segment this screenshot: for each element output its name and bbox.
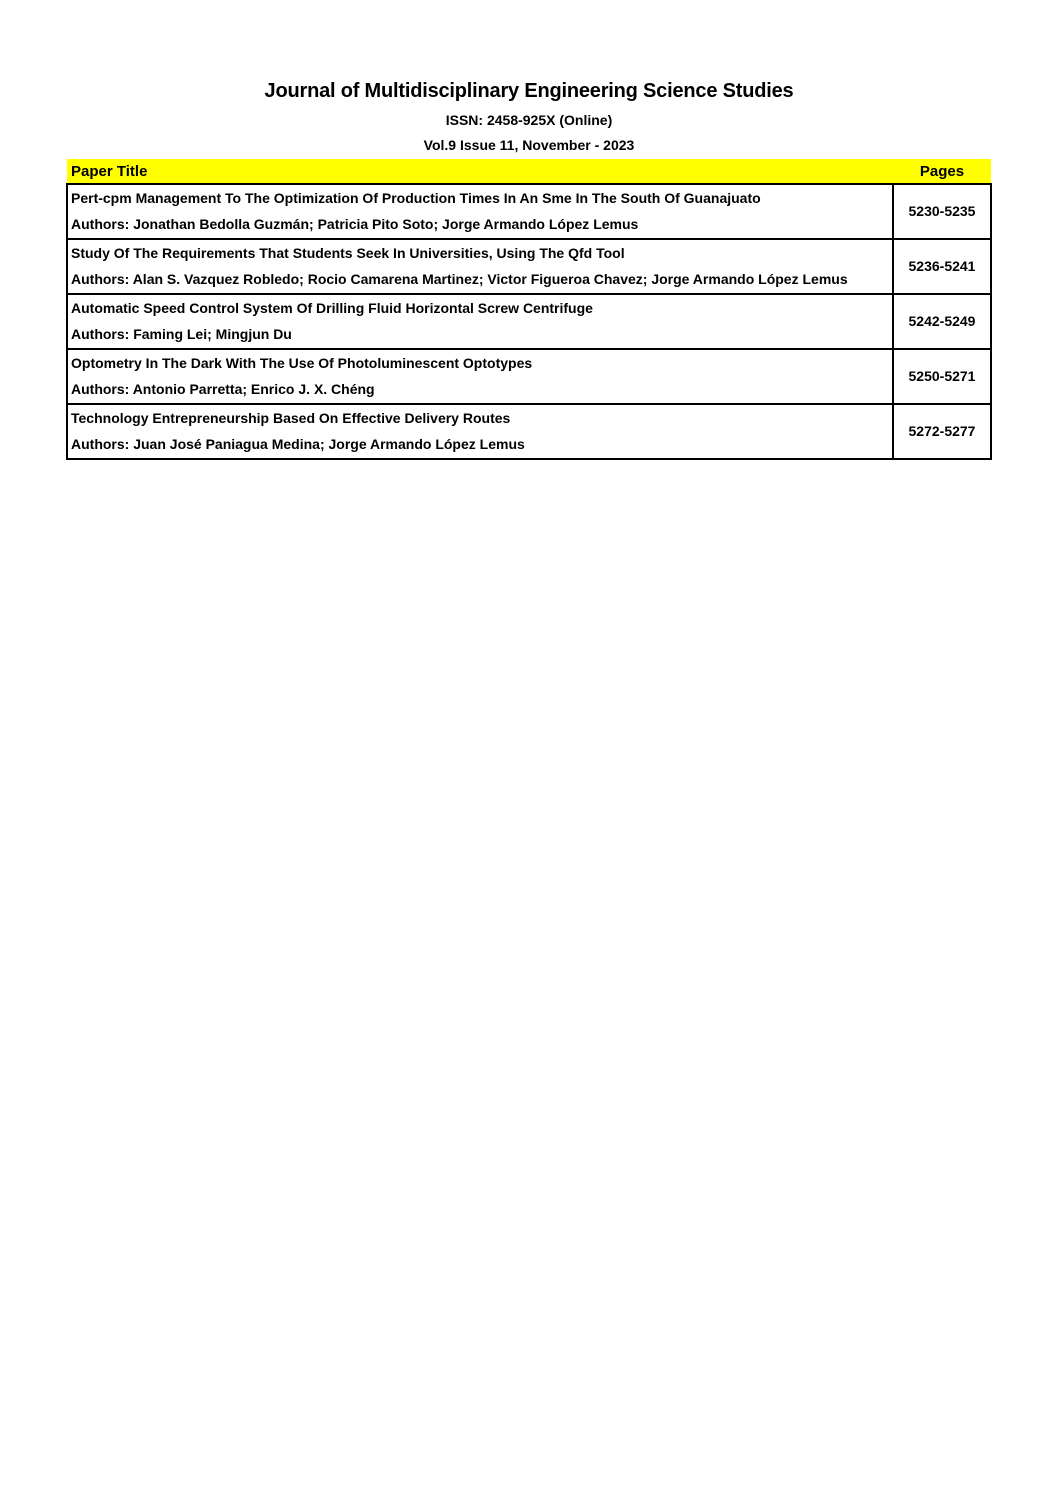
paper-cell bbox=[67, 239, 893, 294]
paper-title[interactable]: Technology Entrepreneurship Based On Effective Delivery Routes bbox=[71, 410, 511, 426]
paper-authors: Authors: Alan S. Vazquez Robledo; Rocio Camarena Martinez; Victor Figueroa Chavez; Jorge Armando López Lemus bbox=[71, 270, 848, 287]
table-row bbox=[67, 404, 991, 459]
table-row bbox=[67, 294, 991, 349]
table-of-contents bbox=[66, 159, 992, 460]
table-row bbox=[67, 184, 991, 239]
paper-authors: Authors: Juan José Paniagua Medina; Jorge Armando López Lemus bbox=[71, 435, 525, 452]
pages-header: Pages bbox=[893, 159, 991, 184]
paper-title[interactable]: Automatic Speed Control System Of Drilling Fluid Horizontal Screw Centrifuge bbox=[71, 300, 593, 316]
page-range: 5230-5235 bbox=[893, 184, 991, 239]
table-row bbox=[67, 239, 991, 294]
page-range: 5250-5271 bbox=[893, 349, 991, 404]
table-row bbox=[67, 349, 991, 404]
paper-title-header: Paper Title bbox=[67, 159, 893, 184]
paper-cell bbox=[67, 184, 893, 239]
paper-authors: Authors: Antonio Parretta; Enrico J. X. Chéng bbox=[71, 380, 375, 397]
table-header-row bbox=[67, 159, 991, 184]
page-range: 5242-5249 bbox=[893, 294, 991, 349]
page-range: 5236-5241 bbox=[893, 239, 991, 294]
paper-authors: Authors: Faming Lei; Mingjun Du bbox=[71, 325, 292, 342]
paper-cell bbox=[67, 349, 893, 404]
journal-title: Journal of Multidisciplinary Engineering Science Studies bbox=[264, 80, 794, 102]
paper-authors: Authors: Jonathan Bedolla Guzmán; Patricia Pito Soto; Jorge Armando López Lemus bbox=[71, 215, 639, 232]
page-range: 5272-5277 bbox=[893, 404, 991, 459]
paper-title[interactable]: Study Of The Requirements That Students Seek In Universities, Using The Qfd Tool bbox=[71, 245, 625, 261]
issue-line: Vol.9 Issue 11, November - 2023 bbox=[423, 137, 635, 153]
issn-line: ISSN: 2458-925X (Online) bbox=[445, 112, 613, 128]
paper-title[interactable]: Optometry In The Dark With The Use Of Photoluminescent Optotypes bbox=[71, 355, 533, 371]
paper-cell bbox=[67, 404, 893, 459]
paper-cell bbox=[67, 294, 893, 349]
paper-title[interactable]: Pert-cpm Management To The Optimization Of Production Times In An Sme In The South Of Guanajuato bbox=[71, 190, 761, 206]
